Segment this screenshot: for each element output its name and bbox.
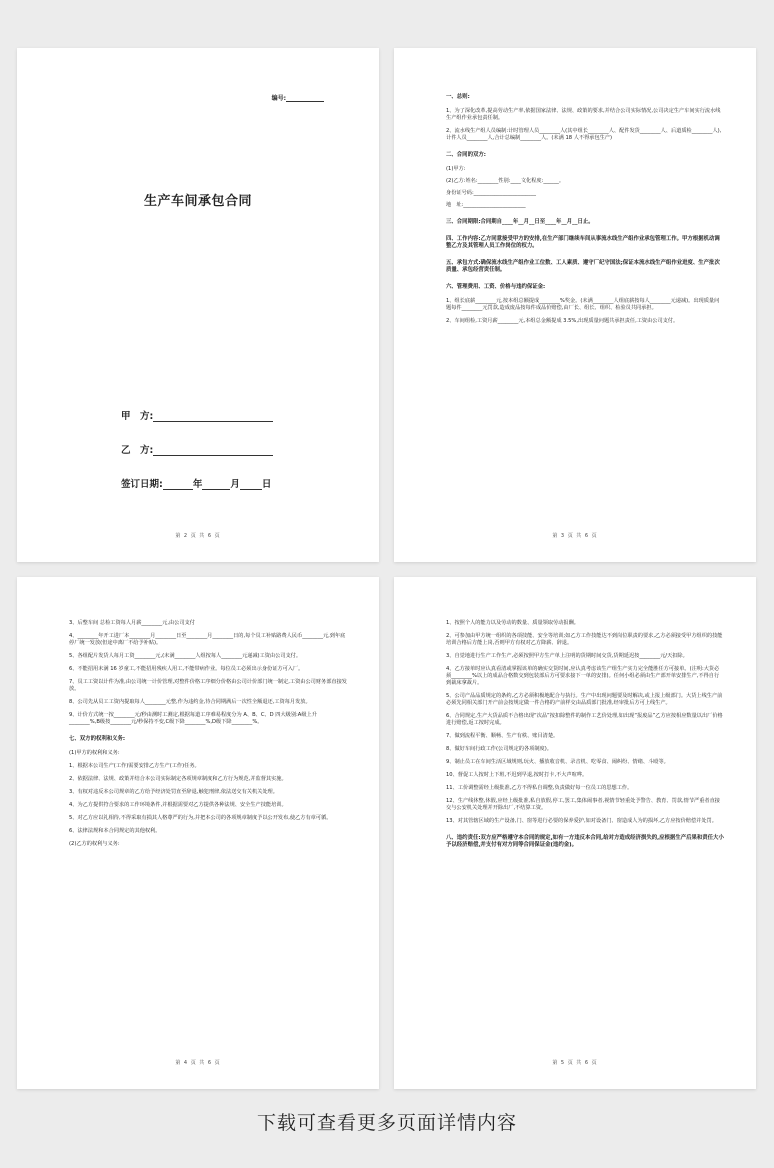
paragraph: 10、督促工人按时上下班,不迟到早退,按时打卡,不大声喧哗。 xyxy=(446,772,588,778)
section-heading: 一、总则: xyxy=(446,94,470,100)
paragraph: 1、根据本公司生产(工作)需要安排乙方生产(工作)任务。 xyxy=(69,763,200,769)
page-footer: 第 2 页 共 6 页 xyxy=(175,533,221,539)
paragraph: 4、________年开工进厂本________月________日至________月________日的,每个员工补贴路费人民币________元,到年底停厂统一发放(但途中离厂不给予补贴)。 xyxy=(69,633,346,646)
document-page-3 xyxy=(17,577,379,1089)
paragraph: 6、法律法规和本合同规定的其他权利。 xyxy=(69,828,161,834)
paragraph: 13、对其管辖区域的生产设备,门、窗等进行必要的保养爱护,如对设备门、窗造成人为的损坏,乙方应按价赔偿并处罚。 xyxy=(446,818,717,824)
paragraph: 2、车间组检,工资月薪________元,本组总金额提成 3.5%,出现质量问题共承担责任,工资由公司支付。 xyxy=(446,318,679,324)
paragraph: 5、对乙方应以礼相待,不得采取有损其人格尊严的行为,并把本公司的各项规章制度予以公开发布,使乙方有章可循。 xyxy=(69,815,332,821)
paragraph: (2)乙方:姓名:________性别:____文化程度:______。 xyxy=(446,178,565,184)
paragraph: 11、工价调整需经上级批准,乙方不得私自调整,负责做好每一位员工的思想工作。 xyxy=(446,785,633,791)
page-body xyxy=(446,94,724,331)
paragraph: 9、计价方式统一按________元/秒由测时工测定,根据每道工序难易程度分为 A、B、C、D 四大级别:A级上升________%,B级按________元/秒保持不变,C级下降________%,D级下降________%。 xyxy=(69,712,317,725)
party-a-blank xyxy=(153,411,273,422)
paragraph: 3、自觉地进行生产工作生产,必须按照甲方生产单上注明的货期时间交货,货期延迟按________元/天扣除。 xyxy=(446,653,688,659)
paragraph: 4、乙方接单时应认真看清或掌握该单的确实交货时间,应认真考虑该生产组生产实力完全能胜任方可接单。(注明:大货必须________%以上的成品合格数交到包装部后方可要求接下一单的安排)。任何小组必须由生产部开单安排生产,不得自行到裁床拿裁片。 xyxy=(446,666,720,686)
paragraph: 9、制止员工在车间生活区域规则,玩火、播放收音机、录音机、吃零食、闹纠纷、情绪、斗殴等。 xyxy=(446,759,669,765)
document-page-2 xyxy=(394,48,756,562)
paragraph: 3、后整车间 总检工资每人月薪________元,由公司支付 xyxy=(69,620,195,626)
section-heading: 六、管理费用、工资、价格与违约保证金: xyxy=(446,284,546,290)
paragraph: 12、生产线休整,休假,应经上级批准,私自放假,停工,罢工,集体闹事者,视情节轻重处予警告、教育、罚款,情节严重者直接交与公安机关处理并开除出厂,不结算工资。 xyxy=(446,798,720,811)
document-page-cover xyxy=(17,48,379,562)
serial-number xyxy=(272,93,324,102)
paragraph: 7、员工工资以计件为准,由公司统一计价管理,对整件价格工序细分价格由公司计价部门统一制定,工资由公司财务部直接发放。 xyxy=(69,679,347,692)
paragraph: 地 址:________________________ xyxy=(446,202,526,208)
section-heading: 五、承包方式:确保流水线生产组作业工位数、工人素质、遵守厂纪守国法;保证本流水线生产组作业进度、生产批次质量、承包经营责任制。 xyxy=(446,260,720,273)
paragraph: (1)甲方: xyxy=(446,166,466,172)
paragraph: 2、可参加由甲方统一组织的各项技能、安全等培训;如乙方工作技能达不到岗位职责的要求,乙方必须接受甲方组织的技能培训合格后方能上岗,否则甲方有权对乙方降薪、辞退。 xyxy=(446,633,723,646)
paragraph: (2)乙方的权利与义务: xyxy=(69,841,120,847)
sign-date-label: 签订日期: xyxy=(121,479,163,490)
paragraph: (1)甲方的权利和义务: xyxy=(69,750,120,756)
paragraph: 1、为了深化改革,提高劳动生产率,依据国家法律、法规、政策的要求,并结合公司实际情况,公司决定生产车间实行流水线生产组作业承包责任制。 xyxy=(446,108,721,121)
paragraph: 5、公司产品品质规定的条约,乙方必须积极地配合与执行。生产中出现问题要及时解决,或上报上级部门。大货上线生产前必须先同相关部门开产前会按规定做一件合格的产前样交由品质部门批准,经审批后方可上线生产。 xyxy=(446,693,723,706)
sign-date-line: 签订日期: 年 月 日 xyxy=(121,479,272,490)
page-footer: 第 5 页 共 6 页 xyxy=(552,1060,598,1066)
page-footer: 第 3 页 共 6 页 xyxy=(552,533,598,539)
paragraph: 2、流水线生产组人员编制:计时管理人员________人(其中组长________人、配件发货________人、后道质检________人),计件人员________人,合计总编制________人。(未满 18 人不得承包生产) xyxy=(446,128,722,141)
section-heading: 二、合同的双方: xyxy=(446,152,486,158)
page-footer: 第 4 页 共 6 页 xyxy=(175,1060,221,1066)
party-b-label: 乙 方: xyxy=(121,445,154,456)
paragraph: 身份证号码:________________________ xyxy=(446,190,536,196)
paragraph: 7、做到流程平衡、顺畅、生产有秩、账目清楚。 xyxy=(446,733,559,739)
party-b-line xyxy=(121,442,273,456)
paragraph: 1、按照个人的能力以及劳动的数量、质量领取劳动报酬。 xyxy=(446,620,579,626)
paragraph: 8、公司先从员工工资内提取每人________元整,作为违约金,待合同期满后一次性全额退还,工资每月发放。 xyxy=(69,699,311,705)
section-heading: 七、双方的权利和义务: xyxy=(69,736,126,742)
paragraph: 4、为乙方提供符合要求的工作环境条件,并根据需要对乙方提供各种法规、安全生产技能培训。 xyxy=(69,802,287,808)
paragraph: 3、有权对违反本公司规章的乙方给予经济处罚直至辞退,触犯刑律,依法送交有关机关处理。 xyxy=(69,789,278,795)
section-heading: 三、合同期限:合同期自____年__月__日至____年__月__日止。 xyxy=(446,219,594,225)
section-heading: 八、违约责任:双方应严格遵守本合同的规定,如有一方违反本合同,给对方造成经济损失的,应根据生产后果和责任大小予以经济赔偿,并支付有对方同等合同保证金(违约金)。 xyxy=(446,835,724,848)
paragraph: 1、组长底薪________元,按本组总额提成________%奖金。(未满________人组底薪按每人________元递减)。出现质量问题每件________元罚款,造成废品按每件成品价赔偿,由厂长、组长、组织、检验员共同承担。 xyxy=(446,298,720,311)
paragraph: 6、合同规定,生产大货品质不合格出现“次品”按扣除整件的制作工艺价处理,如出现“报废品”乙方应按相应数量以出厂价格进行赔偿,返工按时完成。 xyxy=(446,713,723,726)
paragraph: 5、各组配片发货人每月工资________元,(未满________人组按每人________元递减)工资由公司支付。 xyxy=(69,653,302,659)
page-body xyxy=(69,620,347,854)
serial-label: 编号: xyxy=(271,95,286,102)
party-a-label: 甲 方: xyxy=(121,411,154,422)
download-caption: 下载可查看更多页面详情内容 xyxy=(256,1112,517,1134)
party-a-line xyxy=(121,408,273,422)
party-b-blank xyxy=(153,445,273,456)
section-heading: 四、工作内容:乙方同意接受甲方的安排,在生产部门继续车间从事流水线生产组作业承包管理工作。甲方根据机动调整乙方及其管理人员工作岗位的权力。 xyxy=(446,236,720,249)
page-body xyxy=(446,620,724,856)
contract-title: 生产车间承包合同 xyxy=(143,194,252,209)
serial-blank xyxy=(286,95,324,102)
document-page-4 xyxy=(394,577,756,1089)
paragraph: 8、做好车间行政工作(公司规定的各项制度)。 xyxy=(446,746,552,752)
paragraph: 6、不能招用未满 16 岁童工,不能招用残疾人用工,不能带病作业。每位员工必须出示身份证方可入厂。 xyxy=(69,666,304,672)
paragraph: 2、依据法律、法规、政策并结合本公司实际制定各项规章制度和乙方行为规范,并监督其实施。 xyxy=(69,776,287,782)
